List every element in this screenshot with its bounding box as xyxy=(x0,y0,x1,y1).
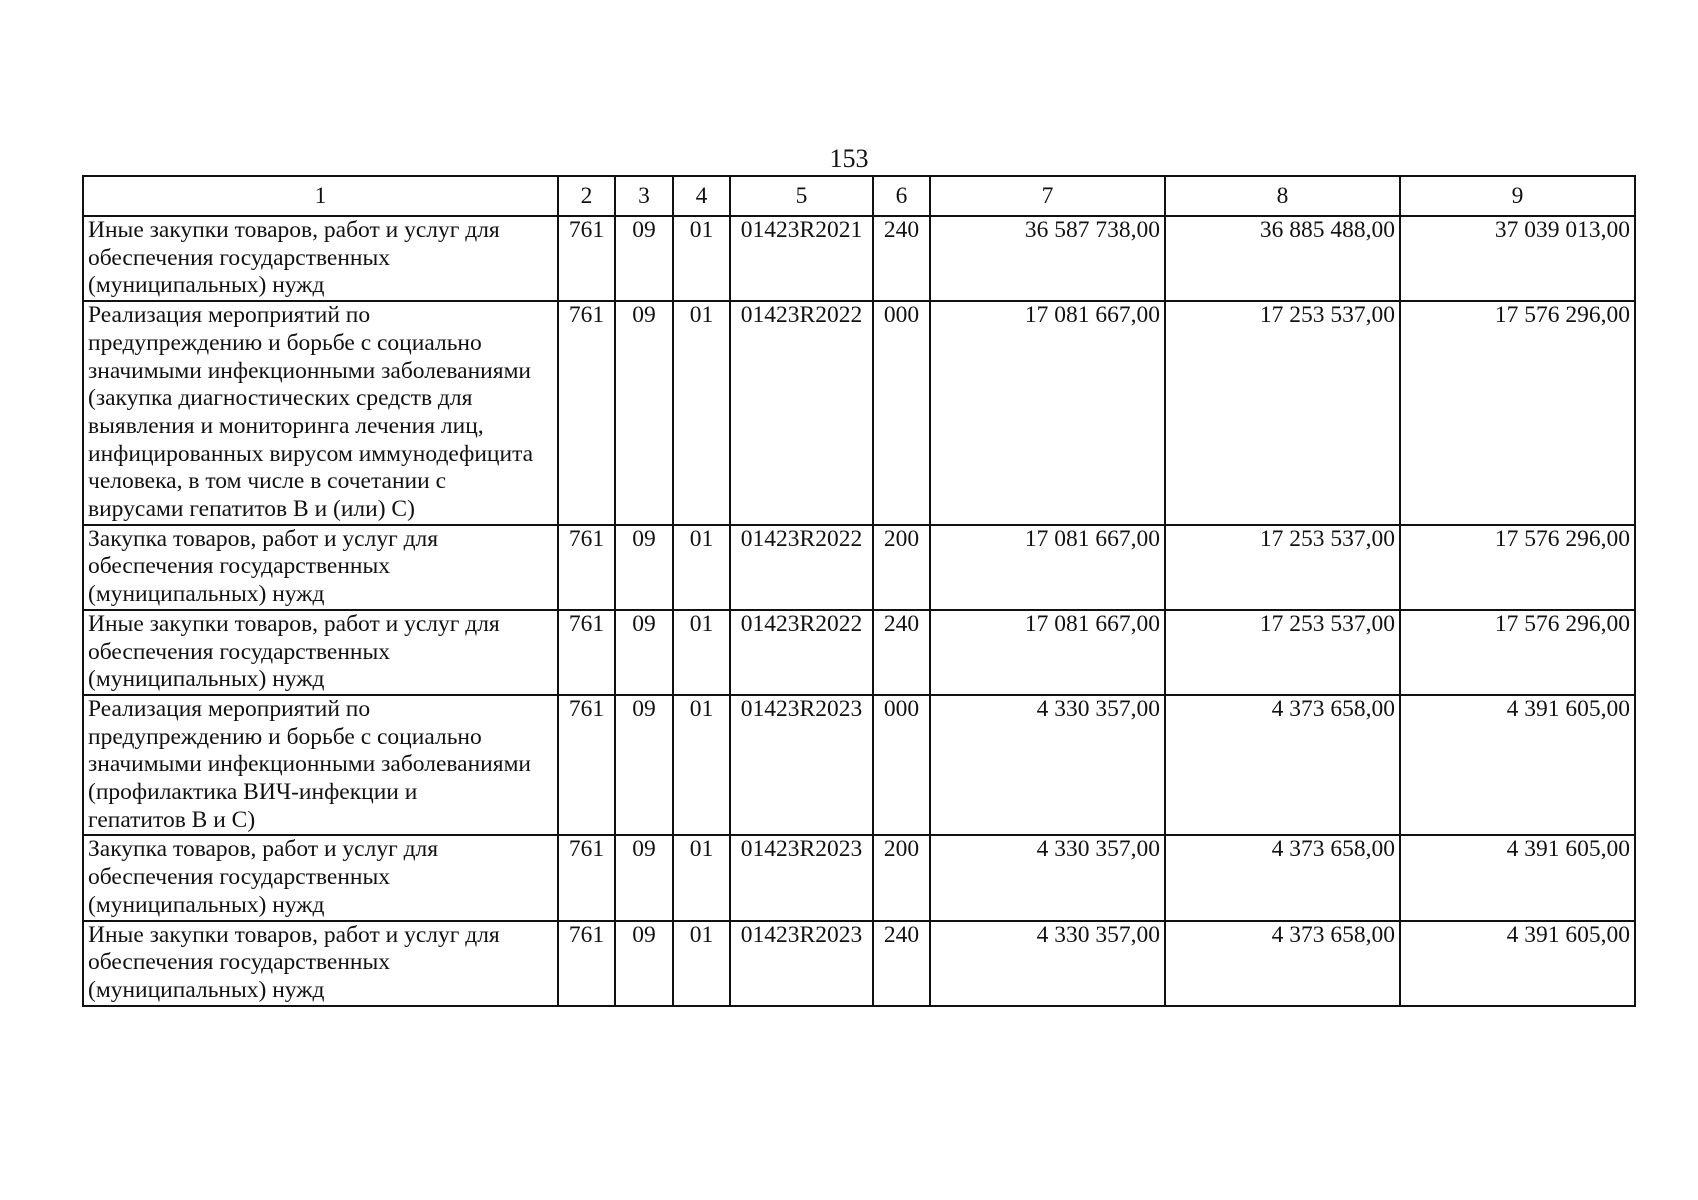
amount-cell: 4 391 605,00 xyxy=(1400,835,1635,920)
table-row xyxy=(83,610,1635,695)
code-cell: 01 xyxy=(673,695,730,836)
page-number: 153 xyxy=(829,144,869,173)
column-header: 9 xyxy=(1400,176,1635,216)
column-header: 1 xyxy=(83,176,558,216)
column-header: 2 xyxy=(558,176,615,216)
budget-table xyxy=(82,175,1636,1007)
row-name-cell: Иные закупки товаров, работ и услуг для обеспечения государственных (муниципальных) нужд xyxy=(83,610,558,695)
table-row xyxy=(83,301,1635,525)
column-header: 7 xyxy=(930,176,1165,216)
code-cell: 761 xyxy=(558,921,615,1006)
code-cell: 240 xyxy=(873,216,930,301)
row-name-cell: Иные закупки товаров, работ и услуг для обеспечения государственных (муниципальных) нужд xyxy=(83,216,558,301)
code-cell: 01423R2021 xyxy=(730,216,873,301)
code-cell: 761 xyxy=(558,610,615,695)
table-row xyxy=(83,835,1635,920)
amount-cell: 4 373 658,00 xyxy=(1165,835,1400,920)
code-cell: 01423R2023 xyxy=(730,695,873,836)
code-cell: 01 xyxy=(673,301,730,525)
code-cell: 01423R2022 xyxy=(730,301,873,525)
column-header: 3 xyxy=(615,176,673,216)
row-name-cell: Иные закупки товаров, работ и услуг для обеспечения государственных (муниципальных) нужд xyxy=(83,921,558,1006)
amount-cell: 36 587 738,00 xyxy=(930,216,1165,301)
amount-cell: 4 330 357,00 xyxy=(930,921,1165,1006)
code-cell: 01 xyxy=(673,835,730,920)
code-cell: 000 xyxy=(873,301,930,525)
amount-cell: 17 081 667,00 xyxy=(930,301,1165,525)
table-row xyxy=(83,695,1635,836)
amount-cell: 17 081 667,00 xyxy=(930,610,1165,695)
amount-cell: 4 391 605,00 xyxy=(1400,695,1635,836)
code-cell: 09 xyxy=(615,610,673,695)
code-cell: 01 xyxy=(673,216,730,301)
row-name-cell: Закупка товаров, работ и услуг для обеспечения государственных (муниципальных) нужд xyxy=(83,835,558,920)
column-header: 4 xyxy=(673,176,730,216)
row-name-cell: Закупка товаров, работ и услуг для обеспечения государственных (муниципальных) нужд xyxy=(83,525,558,610)
header-row xyxy=(83,176,1635,216)
code-cell: 01423R2022 xyxy=(730,610,873,695)
amount-cell: 17 576 296,00 xyxy=(1400,301,1635,525)
amount-cell: 4 373 658,00 xyxy=(1165,695,1400,836)
row-name-cell: Реализация мероприятий по предупреждению и борьбе с социально значимыми инфекционными заболеваниями (профилактика ВИЧ-инфекции и гепатитов В и С) xyxy=(83,695,558,836)
code-cell: 09 xyxy=(615,835,673,920)
table-row xyxy=(83,216,1635,301)
code-cell: 761 xyxy=(558,301,615,525)
code-cell: 09 xyxy=(615,525,673,610)
code-cell: 200 xyxy=(873,835,930,920)
column-header: 8 xyxy=(1165,176,1400,216)
code-cell: 01 xyxy=(673,921,730,1006)
amount-cell: 17 576 296,00 xyxy=(1400,610,1635,695)
amount-cell: 17 576 296,00 xyxy=(1400,525,1635,610)
code-cell: 761 xyxy=(558,216,615,301)
code-cell: 01423R2022 xyxy=(730,525,873,610)
amount-cell: 17 253 537,00 xyxy=(1165,301,1400,525)
code-cell: 761 xyxy=(558,835,615,920)
table-row xyxy=(83,525,1635,610)
amount-cell: 4 330 357,00 xyxy=(930,835,1165,920)
code-cell: 09 xyxy=(615,921,673,1006)
code-cell: 240 xyxy=(873,921,930,1006)
code-cell: 09 xyxy=(615,301,673,525)
amount-cell: 4 391 605,00 xyxy=(1400,921,1635,1006)
column-header: 6 xyxy=(873,176,930,216)
code-cell: 761 xyxy=(558,525,615,610)
code-cell: 01423R2023 xyxy=(730,835,873,920)
row-name-cell: Реализация мероприятий по предупреждению и борьбе с социально значимыми инфекционными заболеваниями (закупка диагностических средств для выявления и мониторинга лечения лиц, инфицированных вирусом иммунодефицита человека, в том числе в сочетании с вирусами гепатитов В и (или) С) xyxy=(83,301,558,525)
code-cell: 09 xyxy=(615,216,673,301)
code-cell: 01 xyxy=(673,610,730,695)
amount-cell: 36 885 488,00 xyxy=(1165,216,1400,301)
code-cell: 240 xyxy=(873,610,930,695)
table-row xyxy=(83,921,1635,1006)
column-header: 5 xyxy=(730,176,873,216)
amount-cell: 17 253 537,00 xyxy=(1165,610,1400,695)
amount-cell: 37 039 013,00 xyxy=(1400,216,1635,301)
code-cell: 000 xyxy=(873,695,930,836)
code-cell: 09 xyxy=(615,695,673,836)
amount-cell: 17 081 667,00 xyxy=(930,525,1165,610)
code-cell: 01423R2023 xyxy=(730,921,873,1006)
code-cell: 01 xyxy=(673,525,730,610)
amount-cell: 4 373 658,00 xyxy=(1165,921,1400,1006)
code-cell: 200 xyxy=(873,525,930,610)
amount-cell: 17 253 537,00 xyxy=(1165,525,1400,610)
code-cell: 761 xyxy=(558,695,615,836)
amount-cell: 4 330 357,00 xyxy=(930,695,1165,836)
